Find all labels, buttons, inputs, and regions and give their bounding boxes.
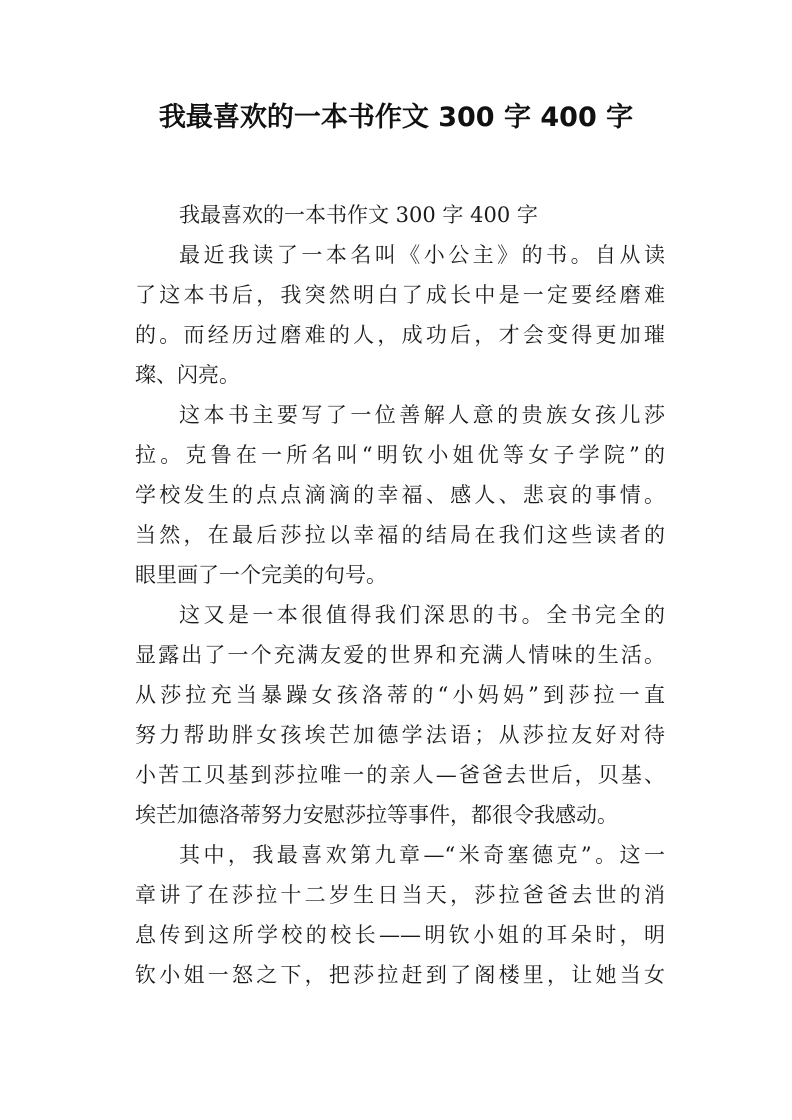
text-line: 当然，在最后莎拉以幸福的结局在我们这些读者的 <box>135 523 665 547</box>
text-line: 钦小姐一怒之下，把莎拉赶到了阁楼里，让她当女 <box>135 963 665 987</box>
text-line: 这又是一本很值得我们深思的书。全书完全的 <box>179 603 665 627</box>
text-line: 这本书主要写了一位善解人意的贵族女孩儿莎 <box>179 403 665 427</box>
text-line: 显露出了一个充满友爱的世界和充满人情味的生活。 <box>135 643 665 667</box>
text-line: 小苦工贝基到莎拉唯一的亲人—爸爸去世后，贝基、 <box>135 763 665 787</box>
document-body <box>135 195 665 995</box>
text-line: 埃芒加德洛蒂努力安慰莎拉等事件，都很令我感动。 <box>135 803 618 827</box>
text-line: 努力帮助胖女孩埃芒加德学法语；从莎拉友好对待 <box>135 723 665 747</box>
text-line: 眼里画了一个完美的句号。 <box>135 563 387 587</box>
text-line: 璨、闪亮。 <box>135 363 240 387</box>
text-line: 学校发生的点点滴滴的幸福、感人、悲哀的事情。 <box>135 483 665 507</box>
document-title: 我最喜欢的一本书作文 300 字 400 字 <box>158 102 634 133</box>
text-line: 从莎拉充当暴躁女孩洛蒂的“小妈妈”到莎拉一直 <box>135 683 665 707</box>
text-line: 息传到这所学校的校长——明钦小姐的耳朵时，明 <box>135 923 665 947</box>
text-line: 拉。克鲁在一所名叫“明钦小姐优等女子学院”的 <box>135 443 665 467</box>
text-line: 了这本书后，我突然明白了成长中是一定要经磨难 <box>135 283 665 307</box>
text-line: 章讲了在莎拉十二岁生日当天，莎拉爸爸去世的消 <box>135 883 665 907</box>
text-line: 其中，我最喜欢第九章—“米奇塞德克”。这一 <box>179 843 665 867</box>
text-line: 的。而经历过磨难的人，成功后，才会变得更加璀 <box>135 323 665 347</box>
text-line: 最近我读了一本名叫《小公主》的书。自从读 <box>179 243 665 267</box>
text-line: 我最喜欢的一本书作文 300 字 400 字 <box>179 203 538 227</box>
